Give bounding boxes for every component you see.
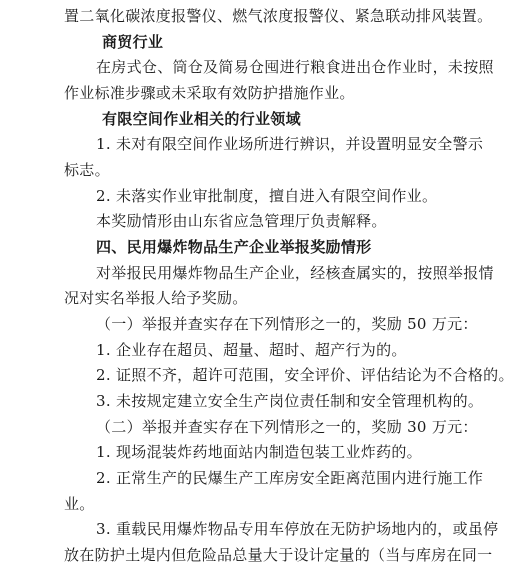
- text-line: 置二氧化碳浓度报警仪、燃气浓度报警仪、紧急联动排风装置。: [64, 7, 493, 25]
- text-line: （一）举报并查实存在下列情形之一的，奖励 50 万元：: [96, 315, 478, 333]
- text-line: 对举报民用爆炸物品生产企业，经核查属实的，按照举报情: [96, 264, 494, 282]
- section-heading: 有限空间作业相关的行业领域: [102, 110, 301, 128]
- text-line: 作业标准步骤或未采取有效防护措施作业。: [64, 84, 355, 102]
- text-line: 2. 正常生产的民爆生产工库房安全距离范围内进行施工作: [96, 469, 484, 487]
- text-line: 3. 未按规定建立安全生产岗位责任制和安全管理机构的。: [96, 392, 484, 410]
- section-heading: 商贸行业: [102, 33, 164, 51]
- text-line: 1. 企业存在超员、超量、超时、超产行为的。: [96, 341, 407, 359]
- text-line: 标志。: [64, 161, 110, 179]
- text-line: 本奖励情形由山东省应急管理厅负责解释。: [96, 212, 387, 230]
- text-line: 况对实名举报人给予奖励。: [64, 289, 248, 307]
- text-line: 业。: [64, 495, 95, 513]
- text-line: 在房式仓、筒仓及简易仓囤进行粮食进出仓作业时，未按照: [96, 58, 494, 76]
- text-line: （二）举报并查实存在下列情形之一的，奖励 30 万元：: [96, 418, 478, 436]
- text-line: 2. 证照不齐，超许可范围，安全评价、评估结论为不合格的。: [96, 366, 514, 384]
- text-line: 放在防护土堤内但危险品总量大于设计定量的（当与库房在同一: [64, 546, 493, 564]
- text-line: 2. 未落实作业审批制度，擅自进入有限空间作业。: [96, 187, 438, 205]
- text-line: 1. 现场混装炸药地面站内制造包装工业炸药的。: [96, 443, 422, 461]
- text-line: 1. 未对有限空间作业场所进行辨识，并设置明显安全警示: [96, 135, 484, 153]
- section-heading: 四、民用爆炸物品生产企业举报奖励情形: [96, 238, 372, 256]
- text-line: 3. 重载民用爆炸物品专用车停放在无防护场地内的，或虽停: [96, 520, 499, 538]
